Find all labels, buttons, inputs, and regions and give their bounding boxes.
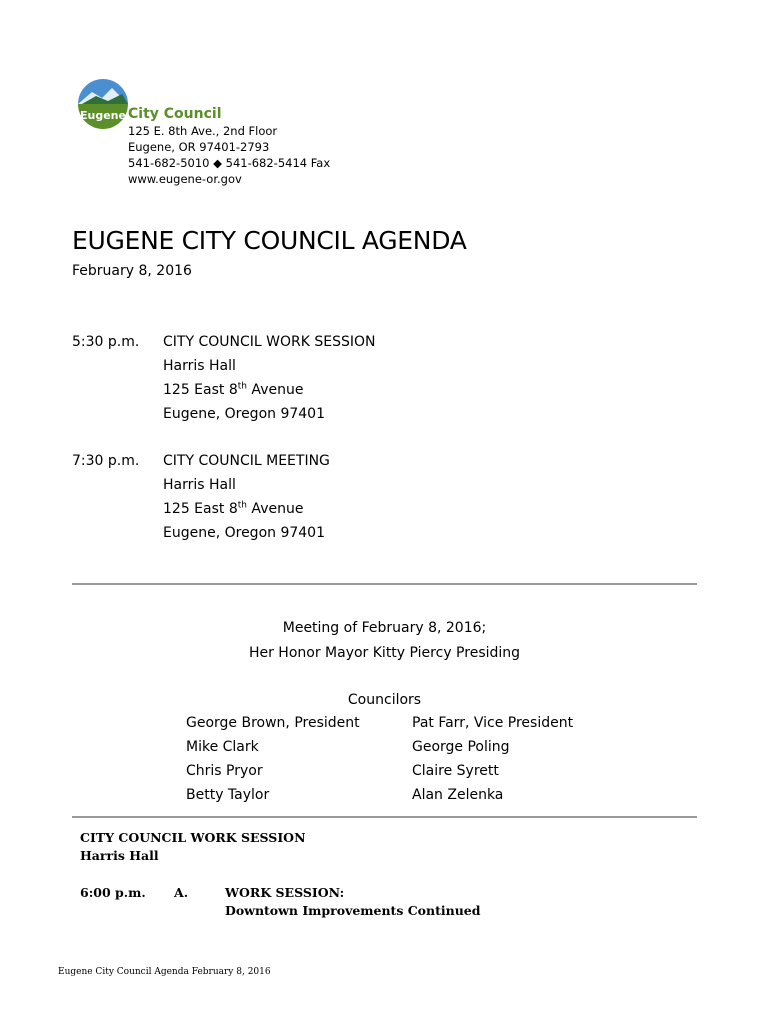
councilor-left-3: Chris Pryor: [186, 763, 263, 779]
session-2-venue: Harris Hall: [163, 477, 236, 493]
divider: [72, 583, 697, 585]
councilor-left-2: Mike Clark: [186, 739, 259, 755]
item-subtitle: Downtown Improvements Continued: [225, 903, 481, 918]
street-suffix: th: [237, 381, 247, 392]
session-1-name: CITY COUNCIL WORK SESSION: [163, 334, 376, 350]
page-title: EUGENE CITY COUNCIL AGENDA: [72, 226, 467, 255]
address-line-2: Eugene, OR 97401-2793: [128, 140, 270, 154]
councilors-heading: Councilors: [347, 692, 422, 708]
presiding-line: Her Honor Mayor Kitty Piercy Presiding: [248, 645, 521, 661]
councilor-right-4: Alan Zelenka: [412, 787, 504, 803]
session-2-time: 7:30 p.m.: [72, 453, 140, 469]
page-footer: Eugene City Council Agenda February 8, 2016: [58, 967, 271, 977]
logo-word: Eugene: [80, 109, 126, 122]
org-name: City Council: [128, 106, 222, 122]
item-letter: A.: [174, 885, 189, 900]
session-2-city: Eugene, Oregon 97401: [163, 525, 325, 541]
address-line-1: 125 E. 8th Ave., 2nd Floor: [128, 124, 278, 138]
item-time: 6:00 p.m.: [80, 885, 146, 900]
meeting-line: Meeting of February 8, 2016;: [282, 620, 487, 636]
street-number: 125 East 8: [163, 382, 238, 398]
divider: [72, 816, 697, 818]
street-number: 125 East 8: [163, 501, 238, 517]
street-suffix: th: [237, 500, 247, 511]
street-name: Avenue: [246, 501, 304, 517]
session-1-venue: Harris Hall: [163, 358, 236, 374]
session-1-time: 5:30 p.m.: [72, 334, 140, 350]
eugene-logo-icon: [72, 74, 134, 132]
street-name: Avenue: [246, 382, 304, 398]
website-line: www.eugene-or.gov: [128, 172, 242, 186]
session-2-street: [163, 501, 303, 517]
session-2-name: CITY COUNCIL MEETING: [163, 453, 330, 469]
agenda-date: February 8, 2016: [72, 263, 192, 279]
councilor-left-1: George Brown, President: [186, 715, 360, 731]
councilor-right-1: Pat Farr, Vice President: [412, 715, 574, 731]
councilor-right-3: Claire Syrett: [412, 763, 499, 779]
work-session-heading: CITY COUNCIL WORK SESSION: [80, 830, 306, 845]
councilor-right-2: George Poling: [412, 739, 510, 755]
item-title: WORK SESSION:: [225, 885, 345, 900]
session-1-street: [163, 382, 303, 398]
work-session-venue: Harris Hall: [80, 848, 159, 863]
phone-fax-line: 541-682-5010 ◆ 541-682-5414 Fax: [128, 156, 331, 170]
councilor-left-4: Betty Taylor: [186, 787, 270, 803]
session-1-city: Eugene, Oregon 97401: [163, 406, 325, 422]
